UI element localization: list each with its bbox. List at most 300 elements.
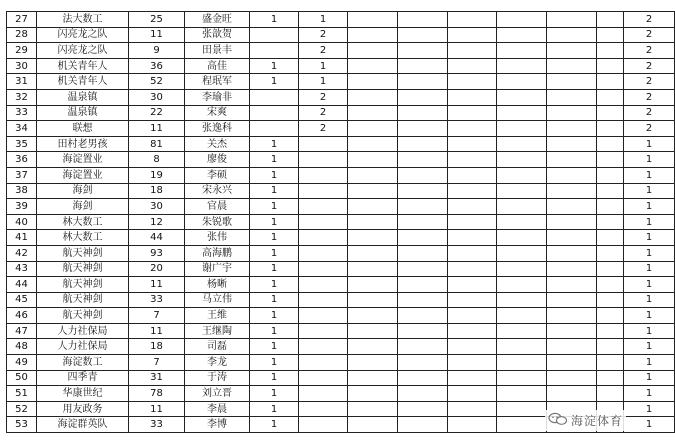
cell-s4 [398, 121, 448, 137]
cell-team: 林大数工 [37, 214, 129, 230]
cell-age: 9 [129, 43, 185, 59]
cell-age: 31 [129, 370, 185, 386]
cell-s1: 1 [250, 308, 299, 324]
cell-s2 [299, 355, 348, 371]
cell-s3 [348, 417, 398, 433]
cell-s7 [547, 308, 597, 324]
cell-s7 [547, 74, 597, 90]
cell-s5 [448, 370, 497, 386]
cell-s1: 1 [250, 58, 299, 74]
table-row [7, 89, 675, 105]
cell-no: 29 [7, 43, 37, 59]
cell-s1: 1 [250, 74, 299, 90]
cell-age: 78 [129, 386, 185, 402]
cell-s5 [448, 167, 497, 183]
table-row [7, 308, 675, 324]
cell-s4 [398, 308, 448, 324]
cell-s8 [597, 355, 624, 371]
cell-s5 [448, 245, 497, 261]
cell-s7 [547, 261, 597, 277]
cell-s2 [299, 277, 348, 293]
cell-no: 44 [7, 277, 37, 293]
table-row [7, 323, 675, 339]
cell-name: 张伟 [185, 230, 250, 246]
cell-no: 33 [7, 105, 37, 121]
cell-s4 [398, 105, 448, 121]
cell-age: 93 [129, 245, 185, 261]
cell-age: 7 [129, 355, 185, 371]
cell-name: 廖俊 [185, 152, 250, 168]
cell-s7 [547, 370, 597, 386]
cell-s2 [299, 339, 348, 355]
cell-s6 [497, 136, 547, 152]
cell-total: 2 [624, 105, 675, 121]
cell-s8 [597, 370, 624, 386]
cell-s3 [348, 308, 398, 324]
cell-s3 [348, 199, 398, 215]
cell-s6 [497, 277, 547, 293]
cell-age: 81 [129, 136, 185, 152]
cell-s4 [398, 401, 448, 417]
cell-s1: 1 [250, 183, 299, 199]
cell-s3 [348, 74, 398, 90]
cell-s8 [597, 261, 624, 277]
cell-s4 [398, 214, 448, 230]
cell-s3 [348, 183, 398, 199]
cell-s5 [448, 355, 497, 371]
cell-s3 [348, 355, 398, 371]
cell-total: 1 [624, 308, 675, 324]
cell-s6 [497, 370, 547, 386]
cell-team: 田村老男孩 [37, 136, 129, 152]
cell-s2 [299, 136, 348, 152]
cell-total: 1 [624, 292, 675, 308]
table-row [7, 370, 675, 386]
cell-s6 [497, 417, 547, 433]
table-row [7, 136, 675, 152]
cell-total: 2 [624, 27, 675, 43]
cell-no: 51 [7, 386, 37, 402]
cell-total: 1 [624, 214, 675, 230]
cell-s4 [398, 89, 448, 105]
cell-s4 [398, 152, 448, 168]
cell-s3 [348, 121, 398, 137]
cell-s4 [398, 417, 448, 433]
cell-s6 [497, 323, 547, 339]
table-row [7, 339, 675, 355]
cell-s7 [547, 323, 597, 339]
cell-no: 41 [7, 230, 37, 246]
cell-team: 四季青 [37, 370, 129, 386]
cell-no: 45 [7, 292, 37, 308]
cell-team: 海淀置业 [37, 152, 129, 168]
cell-s4 [398, 323, 448, 339]
cell-s8 [597, 308, 624, 324]
cell-total: 1 [624, 323, 675, 339]
cell-name: 李博 [185, 417, 250, 433]
cell-s5 [448, 277, 497, 293]
cell-total: 1 [624, 261, 675, 277]
cell-total: 1 [624, 136, 675, 152]
cell-name: 盛金旺 [185, 12, 250, 28]
cell-name: 李晨 [185, 401, 250, 417]
cell-name: 朱锐歌 [185, 214, 250, 230]
cell-age: 11 [129, 121, 185, 137]
cell-team: 法大数工 [37, 12, 129, 28]
cell-s1 [250, 89, 299, 105]
cell-s5 [448, 58, 497, 74]
cell-s8 [597, 89, 624, 105]
wechat-logo-icon [548, 411, 568, 430]
cell-s8 [597, 277, 624, 293]
cell-s4 [398, 167, 448, 183]
cell-no: 38 [7, 183, 37, 199]
cell-name: 司磊 [185, 339, 250, 355]
cell-total: 1 [624, 370, 675, 386]
cell-s7 [547, 245, 597, 261]
cell-name: 张逸科 [185, 121, 250, 137]
cell-s5 [448, 417, 497, 433]
cell-s8 [597, 323, 624, 339]
cell-total: 1 [624, 417, 675, 433]
cell-no: 34 [7, 121, 37, 137]
cell-s8 [597, 58, 624, 74]
cell-name: 田景丰 [185, 43, 250, 59]
cell-team: 闪亮龙之队 [37, 43, 129, 59]
cell-s3 [348, 152, 398, 168]
cell-no: 49 [7, 355, 37, 371]
cell-no: 37 [7, 167, 37, 183]
cell-age: 18 [129, 183, 185, 199]
cell-s8 [597, 74, 624, 90]
cell-s6 [497, 339, 547, 355]
cell-s2: 1 [299, 74, 348, 90]
cell-s3 [348, 245, 398, 261]
cell-name: 马立伟 [185, 292, 250, 308]
cell-team: 闪亮龙之队 [37, 27, 129, 43]
cell-s6 [497, 183, 547, 199]
cell-name: 王维 [185, 308, 250, 324]
cell-team: 海剑 [37, 199, 129, 215]
cell-no: 43 [7, 261, 37, 277]
cell-s2: 2 [299, 121, 348, 137]
cell-age: 20 [129, 261, 185, 277]
cell-s5 [448, 230, 497, 246]
cell-name: 高海鹏 [185, 245, 250, 261]
cell-age: 30 [129, 199, 185, 215]
cell-s7 [547, 292, 597, 308]
cell-s1 [250, 27, 299, 43]
cell-name: 高佳 [185, 58, 250, 74]
cell-s6 [497, 167, 547, 183]
cell-s1: 1 [250, 152, 299, 168]
cell-total: 2 [624, 43, 675, 59]
cell-s1: 1 [250, 214, 299, 230]
watermark-text: 海淀体育 [570, 414, 623, 428]
cell-s4 [398, 230, 448, 246]
cell-s6 [497, 105, 547, 121]
cell-s1: 1 [250, 199, 299, 215]
cell-no: 27 [7, 12, 37, 28]
cell-age: 33 [129, 292, 185, 308]
cell-s2 [299, 183, 348, 199]
cell-team: 海淀置业 [37, 167, 129, 183]
cell-s1: 1 [250, 261, 299, 277]
roster-table [6, 11, 675, 433]
cell-s5 [448, 261, 497, 277]
cell-s8 [597, 199, 624, 215]
cell-total: 2 [624, 58, 675, 74]
cell-s4 [398, 355, 448, 371]
cell-no: 42 [7, 245, 37, 261]
cell-s7 [547, 230, 597, 246]
cell-s8 [597, 183, 624, 199]
cell-s4 [398, 245, 448, 261]
cell-no: 39 [7, 199, 37, 215]
cell-age: 44 [129, 230, 185, 246]
cell-team: 航天神剑 [37, 277, 129, 293]
cell-s1: 1 [250, 292, 299, 308]
cell-s2 [299, 308, 348, 324]
cell-s7 [547, 12, 597, 28]
cell-s4 [398, 12, 448, 28]
cell-s8 [597, 292, 624, 308]
cell-total: 1 [624, 167, 675, 183]
cell-team: 温泉镇 [37, 105, 129, 121]
cell-s1: 1 [250, 245, 299, 261]
cell-name: 刘立晋 [185, 386, 250, 402]
cell-s4 [398, 199, 448, 215]
cell-s6 [497, 12, 547, 28]
cell-s1: 1 [250, 323, 299, 339]
cell-s6 [497, 43, 547, 59]
cell-name: 官晨 [185, 199, 250, 215]
cell-s6 [497, 121, 547, 137]
cell-s6 [497, 214, 547, 230]
cell-age: 11 [129, 401, 185, 417]
cell-s7 [547, 386, 597, 402]
cell-s2 [299, 386, 348, 402]
cell-s3 [348, 27, 398, 43]
cell-age: 22 [129, 105, 185, 121]
table-row [7, 27, 675, 43]
cell-s8 [597, 43, 624, 59]
cell-name: 谢广宇 [185, 261, 250, 277]
table-row [7, 261, 675, 277]
cell-team: 林大数工 [37, 230, 129, 246]
cell-team: 人力社保局 [37, 339, 129, 355]
cell-s2 [299, 292, 348, 308]
cell-team: 海淀群英队 [37, 417, 129, 433]
cell-team: 温泉镇 [37, 89, 129, 105]
cell-s5 [448, 121, 497, 137]
cell-total: 1 [624, 386, 675, 402]
cell-s5 [448, 401, 497, 417]
cell-s7 [547, 43, 597, 59]
cell-age: 11 [129, 27, 185, 43]
cell-no: 32 [7, 89, 37, 105]
cell-s4 [398, 277, 448, 293]
cell-s1: 1 [250, 230, 299, 246]
cell-s8 [597, 245, 624, 261]
cell-s8 [597, 27, 624, 43]
cell-s2: 2 [299, 105, 348, 121]
cell-age: 33 [129, 417, 185, 433]
cell-s6 [497, 152, 547, 168]
cell-s7 [547, 136, 597, 152]
cell-total: 1 [624, 401, 675, 417]
cell-s7 [547, 214, 597, 230]
cell-no: 50 [7, 370, 37, 386]
cell-s5 [448, 152, 497, 168]
cell-team: 机关青年人 [37, 58, 129, 74]
cell-s5 [448, 386, 497, 402]
cell-no: 35 [7, 136, 37, 152]
cell-s1: 1 [250, 386, 299, 402]
cell-age: 30 [129, 89, 185, 105]
cell-total: 1 [624, 152, 675, 168]
table-row [7, 277, 675, 293]
cell-s7 [547, 277, 597, 293]
cell-team: 航天神剑 [37, 292, 129, 308]
cell-s8 [597, 214, 624, 230]
cell-no: 30 [7, 58, 37, 74]
cell-no: 47 [7, 323, 37, 339]
cell-s8 [597, 386, 624, 402]
cell-name: 李龙 [185, 355, 250, 371]
cell-name: 程珉军 [185, 74, 250, 90]
cell-no: 40 [7, 214, 37, 230]
cell-s3 [348, 323, 398, 339]
roster-body [7, 12, 675, 433]
table-row [7, 58, 675, 74]
cell-s1: 1 [250, 277, 299, 293]
cell-s2: 2 [299, 43, 348, 59]
cell-s7 [547, 183, 597, 199]
table-row [7, 152, 675, 168]
cell-s7 [547, 152, 597, 168]
cell-s2 [299, 370, 348, 386]
cell-s3 [348, 167, 398, 183]
cell-s6 [497, 355, 547, 371]
cell-s3 [348, 401, 398, 417]
cell-no: 53 [7, 417, 37, 433]
watermark [545, 410, 626, 431]
cell-s2 [299, 152, 348, 168]
cell-s1: 1 [250, 167, 299, 183]
table-row [7, 167, 675, 183]
table-row [7, 121, 675, 137]
cell-s5 [448, 27, 497, 43]
table-row [7, 43, 675, 59]
cell-s1: 1 [250, 339, 299, 355]
cell-s2: 2 [299, 27, 348, 43]
cell-age: 11 [129, 323, 185, 339]
cell-total: 1 [624, 245, 675, 261]
cell-no: 36 [7, 152, 37, 168]
cell-team: 海淀数工 [37, 355, 129, 371]
cell-s7 [547, 58, 597, 74]
cell-s5 [448, 43, 497, 59]
cell-s3 [348, 89, 398, 105]
cell-s2 [299, 214, 348, 230]
cell-s2 [299, 245, 348, 261]
cell-s6 [497, 245, 547, 261]
cell-s4 [398, 74, 448, 90]
cell-s6 [497, 199, 547, 215]
cell-s2 [299, 401, 348, 417]
cell-age: 25 [129, 12, 185, 28]
cell-name: 宋爽 [185, 105, 250, 121]
cell-s1: 1 [250, 136, 299, 152]
cell-age: 11 [129, 277, 185, 293]
cell-name: 王继陶 [185, 323, 250, 339]
cell-team: 联想 [37, 121, 129, 137]
cell-s6 [497, 58, 547, 74]
cell-s4 [398, 370, 448, 386]
cell-team: 华康世纪 [37, 386, 129, 402]
cell-s6 [497, 308, 547, 324]
table-row [7, 105, 675, 121]
cell-team: 航天神剑 [37, 308, 129, 324]
table-row [7, 355, 675, 371]
cell-s2 [299, 261, 348, 277]
cell-name: 李硕 [185, 167, 250, 183]
cell-s5 [448, 292, 497, 308]
cell-s3 [348, 339, 398, 355]
cell-s4 [398, 58, 448, 74]
table-row [7, 199, 675, 215]
cell-s2: 1 [299, 58, 348, 74]
cell-s8 [597, 105, 624, 121]
cell-total: 1 [624, 230, 675, 246]
cell-s7 [547, 89, 597, 105]
cell-total: 1 [624, 199, 675, 215]
cell-s3 [348, 12, 398, 28]
cell-s7 [547, 339, 597, 355]
cell-no: 31 [7, 74, 37, 90]
cell-name: 于涛 [185, 370, 250, 386]
cell-s1 [250, 105, 299, 121]
table-row [7, 12, 675, 28]
cell-s8 [597, 12, 624, 28]
cell-s8 [597, 230, 624, 246]
cell-s5 [448, 183, 497, 199]
cell-team: 海剑 [37, 183, 129, 199]
table-row [7, 245, 675, 261]
cell-name: 关杰 [185, 136, 250, 152]
cell-s3 [348, 230, 398, 246]
table-row [7, 230, 675, 246]
table-row [7, 74, 675, 90]
cell-s4 [398, 292, 448, 308]
cell-s7 [547, 105, 597, 121]
cell-s5 [448, 74, 497, 90]
cell-s6 [497, 386, 547, 402]
table-row [7, 183, 675, 199]
cell-s2 [299, 323, 348, 339]
cell-s5 [448, 89, 497, 105]
cell-age: 52 [129, 74, 185, 90]
cell-s7 [547, 121, 597, 137]
cell-s5 [448, 339, 497, 355]
cell-total: 2 [624, 74, 675, 90]
cell-s4 [398, 136, 448, 152]
cell-s3 [348, 214, 398, 230]
cell-name: 宋永兴 [185, 183, 250, 199]
table-row [7, 386, 675, 402]
cell-s5 [448, 136, 497, 152]
